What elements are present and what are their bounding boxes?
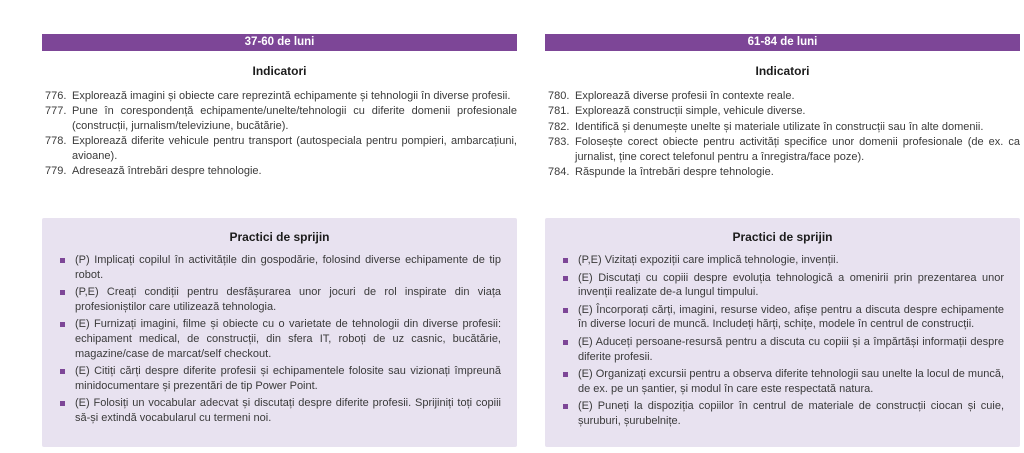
indicator-text: Identifică și denumește unelte și materiale utilizate în construcții sau în alte domenii.: [575, 120, 984, 133]
indicator-number: 776.: [45, 90, 67, 102]
indicator-number: 777.: [45, 105, 67, 118]
indicator-number: 779.: [45, 165, 67, 178]
practice-item: [58, 396, 501, 425]
practice-text: (E) Folosiți un vocabular adecvat și discutați despre diferite profesii. Sprijiniți toți copiii să-și extindă vocabularul cu termeni noi.: [75, 397, 501, 424]
age-range-header: 61-84 de luni: [545, 34, 1020, 51]
practice-item: [561, 367, 1004, 396]
indicator-item: [545, 104, 1020, 118]
indicators-section: [42, 51, 517, 218]
practice-item: [561, 399, 1004, 428]
practice-item: [58, 253, 501, 282]
indicator-number: 778.: [45, 135, 67, 148]
practices-title: Practici de sprijin: [229, 230, 330, 244]
indicator-number: 782.: [548, 120, 570, 133]
indicator-item: [545, 89, 1020, 103]
indicators-title: Indicatori: [252, 64, 307, 78]
indicators-title: Indicatori: [755, 64, 810, 78]
practice-text: (E) Aduceți persoane-resursă pentru a discuta cu copiii și a împărtăși informații despre diferite profesii.: [578, 335, 1004, 363]
indicator-text: Adresează întrebări despre tehnologie.: [72, 165, 262, 178]
practices-list: [58, 253, 501, 426]
practices-box: [545, 218, 1020, 447]
indicator-item: [42, 104, 517, 133]
practice-item: [561, 271, 1004, 300]
indicator-item: [42, 164, 517, 178]
indicators-section: [545, 51, 1020, 218]
bullet-square-icon: [563, 372, 568, 377]
bullet-square-icon: [563, 340, 568, 345]
bullet-square-icon: [563, 258, 568, 263]
bullet-square-icon: [60, 401, 65, 406]
practice-text: (E) Discutați cu copiii despre evoluția tehnologică a omenirii prin prezentarea unor invenții realizate de-a lungul timpului.: [578, 271, 1004, 299]
indicator-number: 781.: [548, 105, 570, 118]
indicators-list: [42, 89, 517, 178]
bullet-square-icon: [60, 290, 65, 295]
indicator-number: 783.: [548, 136, 570, 149]
column-37-60: [42, 34, 517, 447]
indicators-list: [545, 89, 1020, 179]
indicator-item: [545, 120, 1020, 134]
bullet-square-icon: [60, 258, 65, 263]
indicator-item: [545, 165, 1020, 179]
indicator-item: [545, 135, 1020, 164]
practices-title: Practici de sprijin: [732, 230, 833, 244]
column-61-84: [545, 34, 1020, 447]
bullet-square-icon: [60, 322, 65, 327]
indicator-text: Pune în corespondență echipamente/unelte/tehnologii cu diferite domenii profesionale (construcții, jurnalism/televiziune, bucătărie).: [72, 105, 517, 132]
practice-item: [58, 285, 501, 314]
practice-text: (E) Puneți la dispoziția copiilor în centrul de materiale de construcții ciocan și cuie, șuruburi, șurubelnițe.: [578, 400, 1004, 427]
indicator-item: [42, 89, 517, 103]
indicator-number: 784.: [548, 166, 570, 179]
indicator-number: 780.: [548, 90, 570, 102]
practice-text: (P) Implicați copilul în activitățile din gospodărie, folosind diverse echipamente de tip robot.: [75, 254, 501, 281]
practice-text: (E) Citiți cărți despre diferite profesii și echipamentele folosite sau vizionați împreună minidocumentare și prezentări de tip Power Point.: [75, 365, 501, 392]
practice-text: (P,E) Creați condiții pentru desfășurarea unor jocuri de rol inspirate din viața profesioniștilor care utilizează tehnologia.: [75, 286, 501, 313]
bullet-square-icon: [563, 276, 568, 281]
age-range-header: 37-60 de luni: [42, 34, 517, 51]
indicator-text: Explorează imagini și obiecte care reprezintă echipamente și tehnologii în diverse profesii.: [72, 90, 511, 102]
practice-item: [561, 303, 1004, 332]
indicator-text: Folosește corect obiecte pentru activități specifice unor domenii profesionale (de ex. ca jurnalist, ține corect telefonul pentru a înregistra/face poze).: [575, 136, 1020, 163]
practice-item: [561, 335, 1004, 364]
indicator-text: Explorează diverse profesii în contexte reale.: [575, 90, 795, 102]
indicator-text: Explorează construcții simple, vehicule diverse.: [575, 105, 806, 118]
practice-item: [58, 317, 501, 361]
bullet-square-icon: [563, 308, 568, 313]
indicator-text: Explorează diferite vehicule pentru transport (autospeciala pentru pompieri, ambarcațiuni, avioane).: [72, 135, 517, 162]
indicator-text: Răspunde la întrebări despre tehnologie.: [575, 166, 774, 179]
practice-item: [58, 364, 501, 393]
practice-text: (E) Încorporați cărți, imagini, resurse video, afișe pentru a discuta despre echipamente în diverse locuri de muncă. Includeți hărți, schițe, modele în centrul de construcții.: [578, 303, 1004, 331]
practices-box: [42, 218, 517, 447]
bullet-square-icon: [60, 369, 65, 374]
practice-text: (E) Organizați excursii pentru a observa diferite tehnologii sau unelte la locul de muncă, de ex. pe un șantier, și modul în care este respectată natura.: [578, 368, 1004, 395]
bullet-square-icon: [563, 404, 568, 409]
practice-text: (E) Furnizați imagini, filme și obiecte cu o varietate de tehnologii din diverse profesii: echipament medical, de construcții, din sfera IT, roboți de uz casnic, bucătărie, magazine/case de marcat/self checkout.: [75, 318, 501, 360]
practices-list: [561, 253, 1004, 429]
indicator-item: [42, 134, 517, 163]
practice-text: (P,E) Vizitați expoziții care implică tehnologie, invenții.: [578, 254, 839, 266]
practice-item: [561, 253, 1004, 268]
